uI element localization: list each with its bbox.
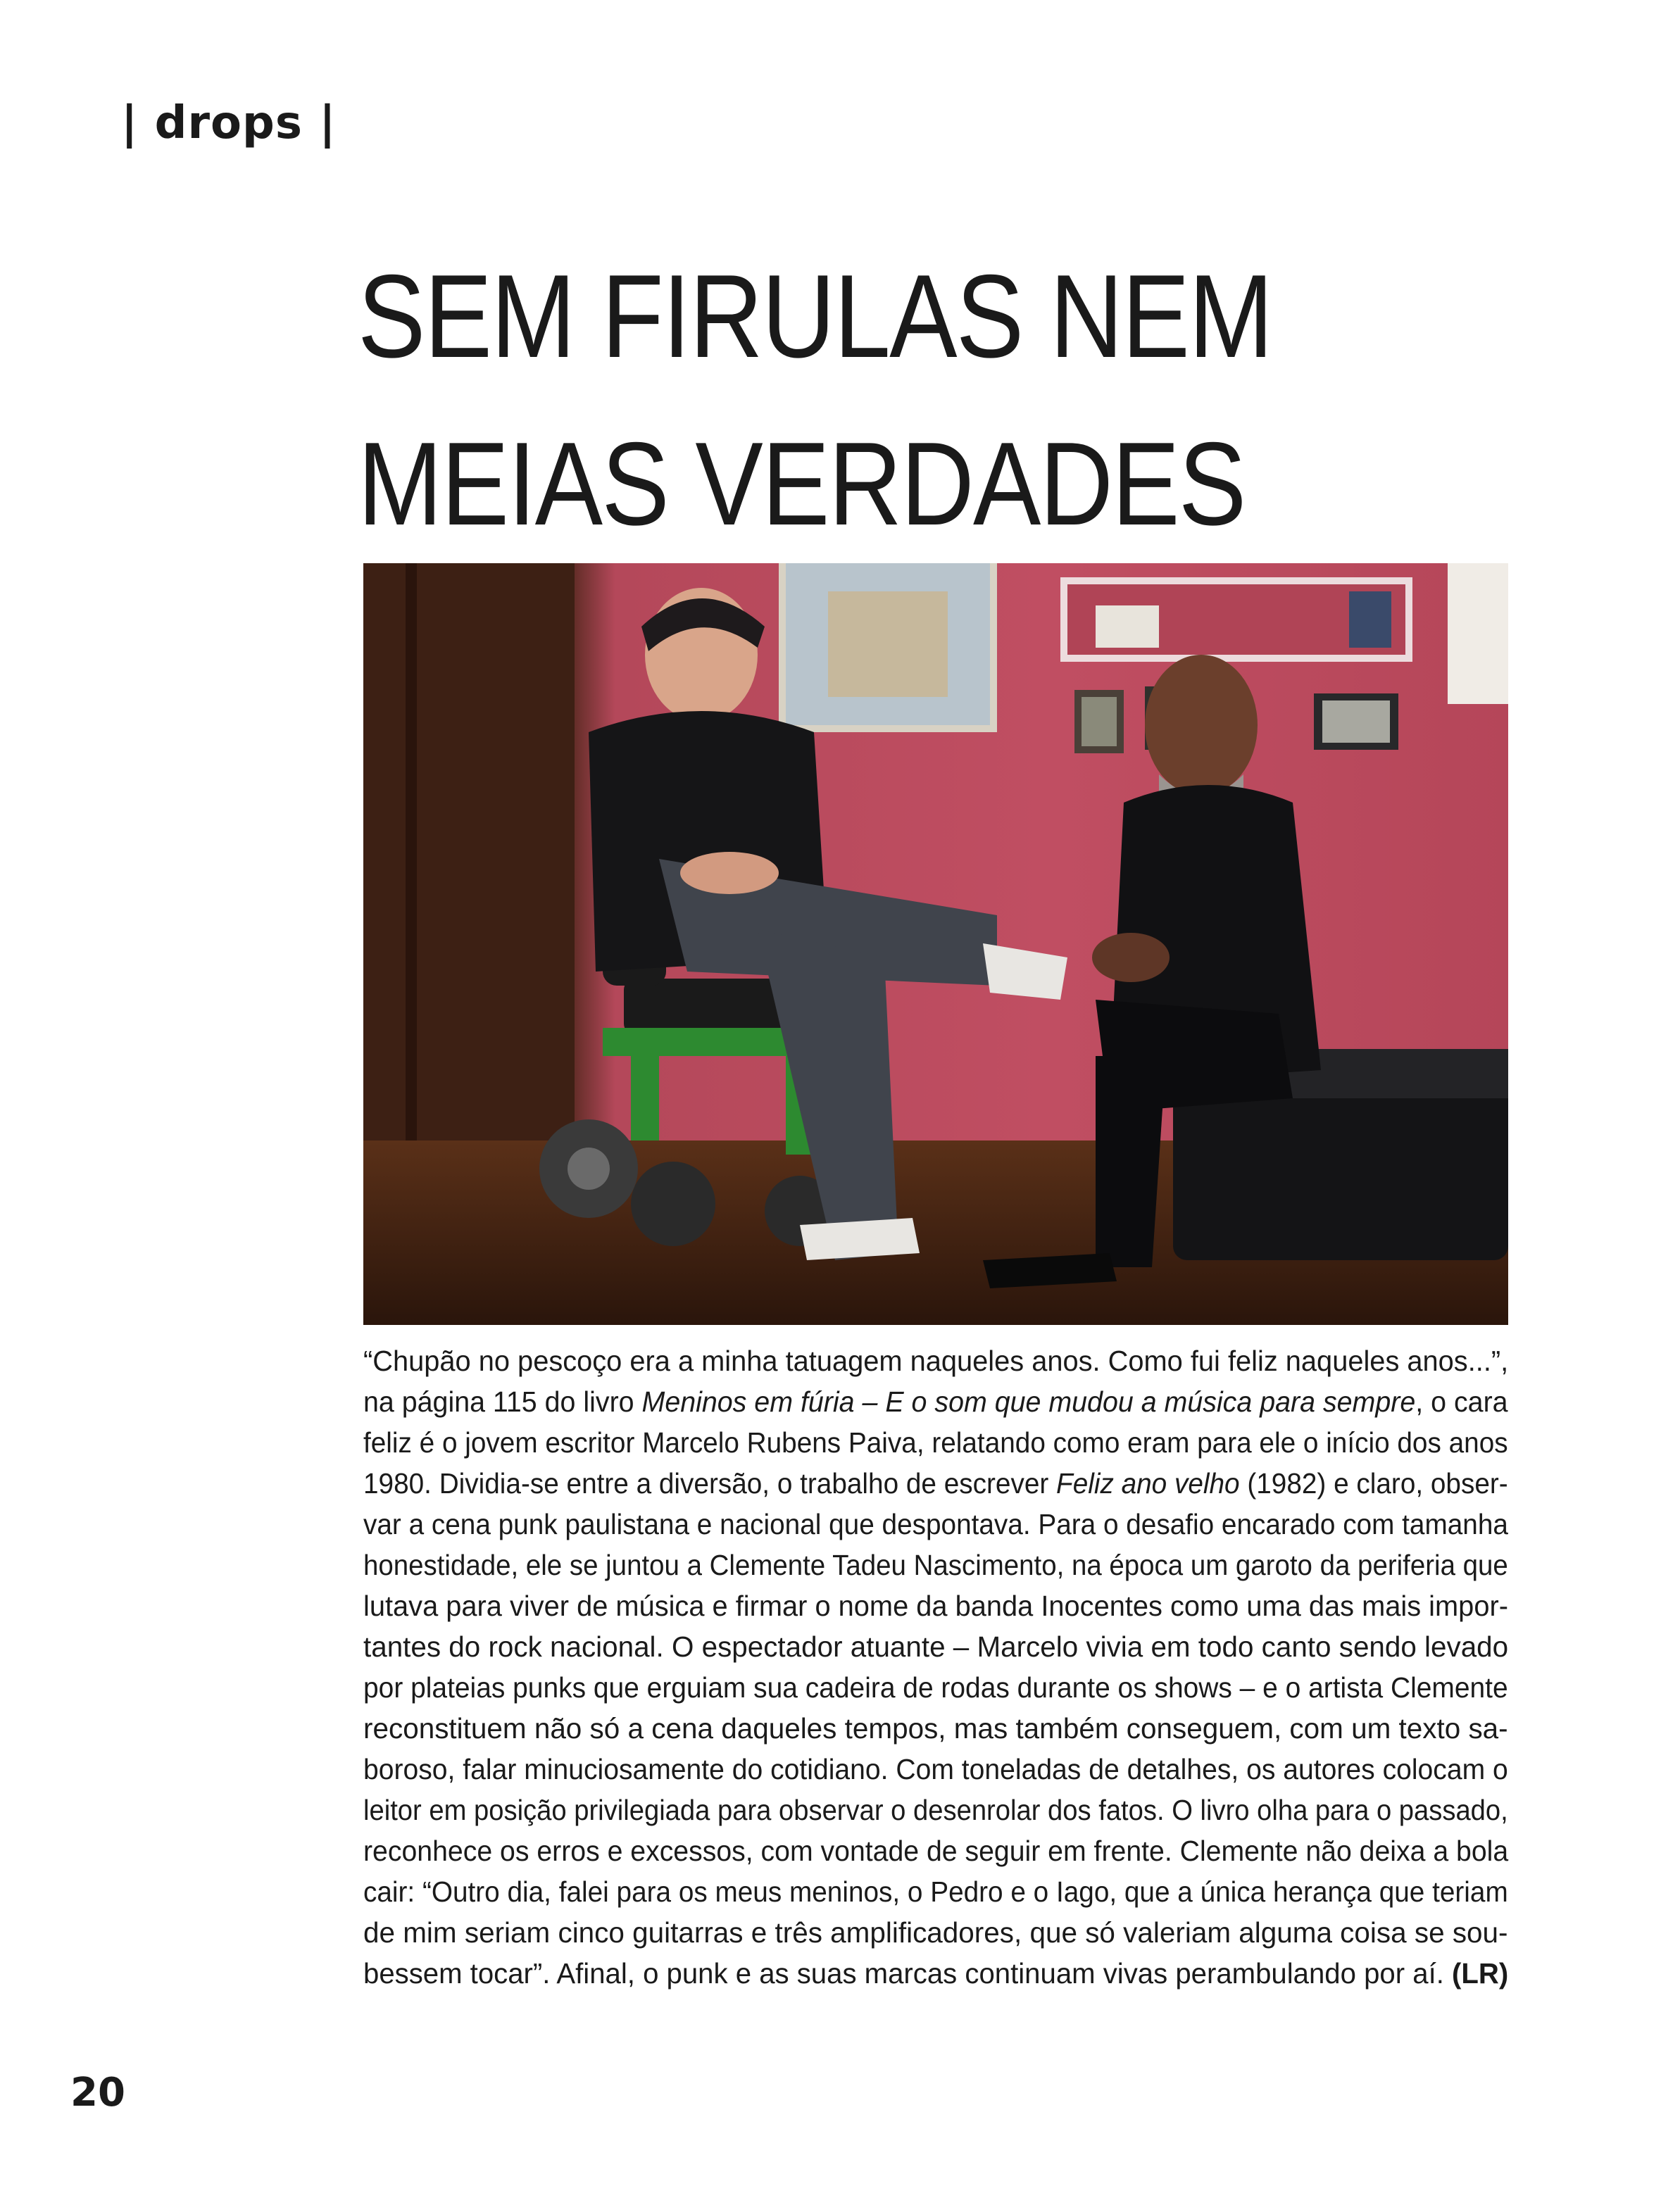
work-title: Feliz ano velho <box>1056 1467 1240 1500</box>
article-line: leitor em posição privilegiada para observar o desenrolar dos fatos. O livro olha para o passado, <box>363 1794 1508 1826</box>
article-line: lutava para viver de música e firmar o nome da banda Inocentes como uma das mais impor- <box>363 1590 1508 1622</box>
article-line: cair: “Outro dia, falei para os meus meninos, o Pedro e o Iago, que a única herança que teriam <box>363 1875 1508 1908</box>
article-line <box>363 1381 1508 1422</box>
article-line: feliz é o jovem escritor Marcelo Rubens Paiva, relatando como eram para ele o início dos anos <box>363 1426 1508 1459</box>
section-tag: | drops | <box>121 97 337 149</box>
article-line: reconhece os erros e excessos, com vontade de seguir em frente. Clemente não deixa a bola <box>363 1835 1509 1867</box>
author-credit: (LR) <box>1452 1957 1509 1990</box>
article-line-text: (1982) e claro, obser- <box>1239 1467 1508 1500</box>
article-line-text: , o cara <box>1415 1385 1508 1418</box>
article-line: de mim seriam cinco guitarras e três amplificadores, que só valeriam alguma coisa se sou- <box>363 1916 1508 1949</box>
article-line: var a cena punk paulistana e nacional que despontava. Para o desafio encarado com tamanha <box>363 1508 1508 1540</box>
headline-line-2: MEIAS VERDADES <box>358 417 1246 550</box>
headline-line-1: SEM FIRULAS NEM <box>358 250 1272 382</box>
article-line: honestidade, ele se juntou a Clemente Tadeu Nascimento, na época um garoto da periferia que <box>363 1549 1508 1581</box>
book-title: Meninos em fúria – E o som que mudou a música para sempre <box>641 1385 1416 1418</box>
article-line: tantes do rock nacional. O espectador atuante – Marcelo vivia em todo canto sendo levado <box>363 1630 1509 1663</box>
article-line-text: na página 115 do livro <box>363 1385 642 1418</box>
page-number: 20 <box>70 2070 125 2116</box>
article-line <box>363 1463 1508 1504</box>
article-line: por plateias punks que erguiam sua cadeira de rodas durante os shows – e o artista Clemente <box>363 1671 1508 1704</box>
article-line: reconstituem não só a cena daqueles tempos, mas também conseguem, com um texto sa- <box>363 1712 1508 1745</box>
article-line: “Chupão no pescoço era a minha tatuagem naqueles anos. Como fui feliz naqueles anos...”, <box>363 1345 1509 1377</box>
article-line: boroso, falar minuciosamente do cotidiano. Com toneladas de detalhes, os autores colocam o <box>363 1753 1508 1785</box>
headline <box>358 232 1387 567</box>
article-line-text: bessem tocar”. Afinal, o punk e as suas marcas continuam vivas perambulando por aí. <box>363 1957 1453 1990</box>
article-photo <box>363 563 1508 1325</box>
photo-illustration <box>363 563 1508 1325</box>
article-body <box>363 1340 1508 1994</box>
article-line-text: 1980. Dividia-se entre a diversão, o trabalho de escrever <box>363 1467 1057 1500</box>
article-line <box>363 1953 1509 1994</box>
